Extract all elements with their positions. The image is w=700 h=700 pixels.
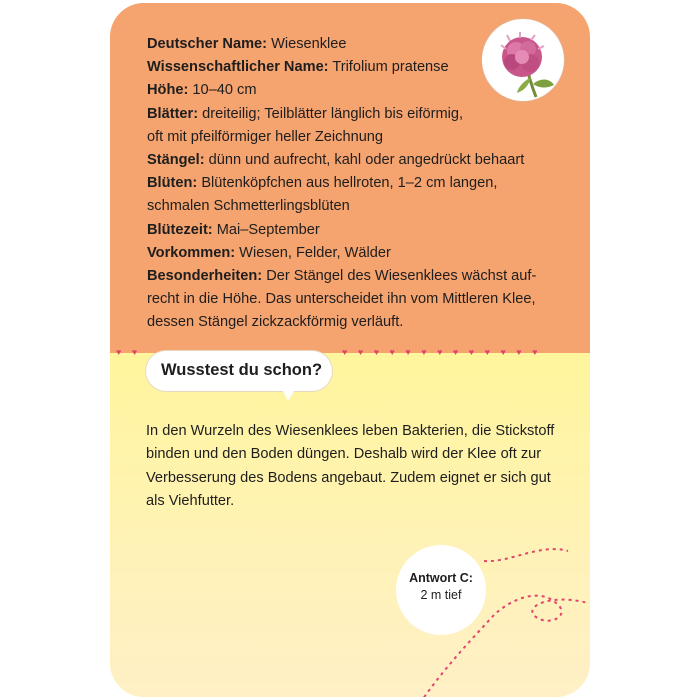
fact-scientific-name: Wissenschaftlicher Name: Trifolium pratense xyxy=(147,59,449,76)
species-card xyxy=(110,3,590,697)
divider-dots-right: ♥ ♥ ♥ ♥ ♥ ♥ ♥ ♥ ♥ ♥ ♥ ♥ ♥ xyxy=(342,347,542,357)
fact-height: Höhe: 10–40 cm xyxy=(147,82,257,99)
quiz-text: In den Wurzeln des Wiesenklees leben Bakterien, die Stickstoff binden und den Boden düngen. Deshalb wird der Klee oft zur Verbesserung des Bodens angebaut. Zudem eignet er sich gut als Viehfutter. xyxy=(146,422,555,510)
quiz-heading: Wusstest du schon? xyxy=(161,361,323,379)
fact-common-name: Deutscher Name: Wiesenklee xyxy=(147,36,347,52)
fact-habitat: Vorkommen: Wiesen, Felder, Wälder xyxy=(147,244,391,261)
fact-flowers: Blüten: Blütenköpfchen aus hellroten, 1–2 cm langen, schmalen Schmetterlingsblüten xyxy=(147,175,498,215)
dotted-trail-icon xyxy=(110,3,590,697)
answer-label: Antwort C: xyxy=(409,571,473,585)
answer-value: 2 m tief xyxy=(420,588,462,602)
answer-badge xyxy=(396,545,486,635)
fact-leaves: Blätter: dreiteilig; Teilblätter länglich bis eiförmig, oft mit pfeilförmiger heller Zeichnung xyxy=(147,105,464,145)
fact-flowering-time: Blütezeit: Mai–September xyxy=(147,221,320,238)
fact-stem: Stängel: dünn und aufrecht, kahl oder angedrückt behaart xyxy=(147,152,525,169)
fact-special-features: Besonderheiten: Der Stängel des Wiesenklees wächst auf-recht in die Höhe. Das unterscheidet ihn vom Mittleren Klee, dessen Stängel zickzackförmig verläuft. xyxy=(147,268,537,331)
divider-dots-left: ♥ ♥ xyxy=(116,347,142,357)
